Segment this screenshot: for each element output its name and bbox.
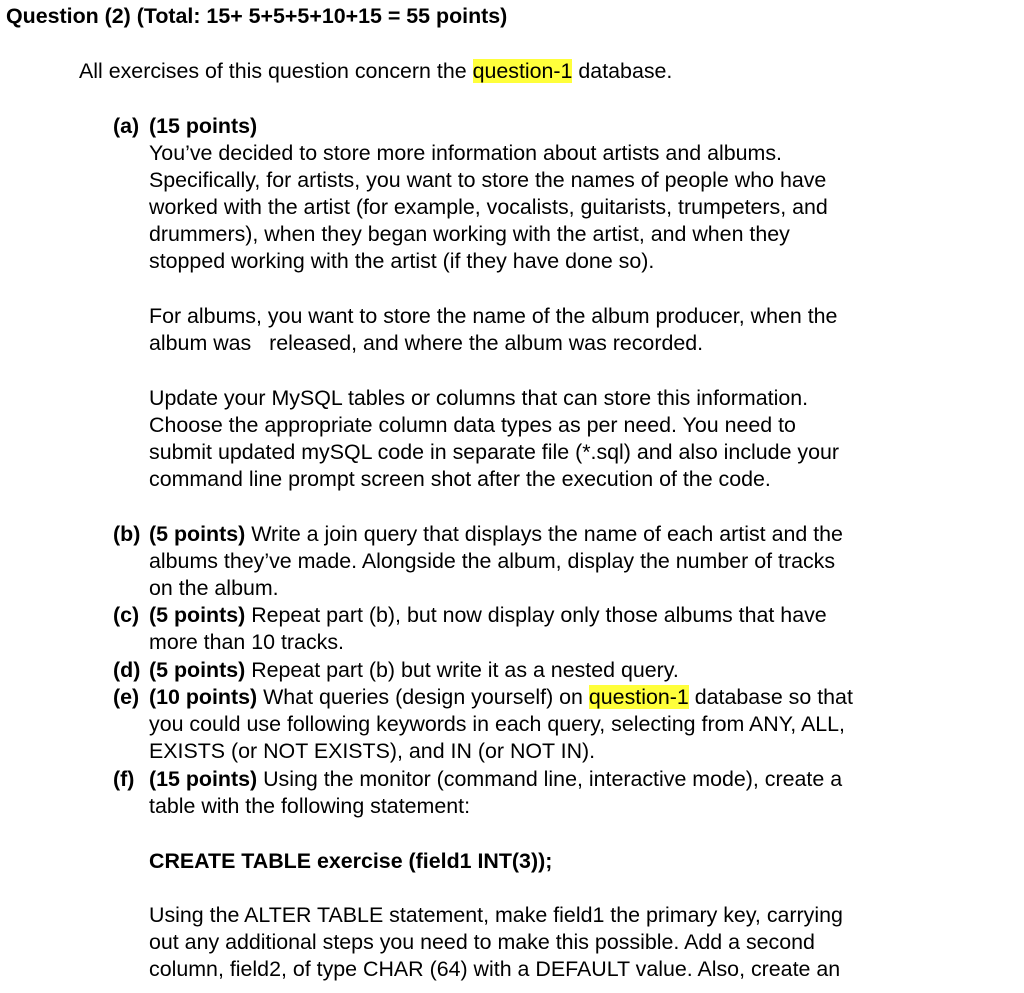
part-b-points: (5 points)	[149, 522, 246, 546]
part-b-first	[149, 521, 843, 548]
part-b-label: (b)	[113, 522, 141, 546]
part-f-points: (15 points)	[149, 767, 258, 791]
part-a-line: You’ve decided to store more information about artists and albums.	[149, 141, 782, 165]
part-e-first-after: database so that	[688, 685, 853, 709]
part-e-first-before: What queries (design yourself) on	[257, 685, 589, 709]
part-b-line: albums they’ve made. Alongside the album, display the number of tracks	[149, 549, 836, 573]
part-b-first-text: Write a join query that displays the name of each artist and the	[245, 522, 843, 546]
part-b-line: on the album.	[149, 576, 279, 600]
part-f-para2-line: column, field2, of type CHAR (64) with a DEFAULT value. Also, create an	[149, 957, 841, 981]
part-c-line: more than 10 tracks.	[149, 630, 344, 654]
part-a-para3-line: command line prompt screen shot after the execution of the code.	[149, 467, 771, 491]
part-a-para3-line: submit updated mySQL code in separate file (*.sql) and also include your	[149, 440, 840, 464]
part-e-first	[149, 684, 853, 711]
part-f-line: table with the following statement:	[149, 794, 471, 818]
part-a-line: drummers), when they began working with the artist, and when they	[149, 222, 790, 246]
part-c-first	[149, 602, 827, 629]
part-e-label: (e)	[113, 685, 140, 709]
part-a-para3-line: Choose the appropriate column data types as per need. You need to	[149, 413, 796, 437]
part-c-label: (c)	[113, 603, 140, 627]
part-f-first	[149, 766, 842, 793]
intro-before: All exercises of this question concern the	[79, 59, 473, 83]
part-a-points: (15 points)	[149, 114, 258, 138]
part-a-para2-line: For albums, you want to store the name of the album producer, when the	[149, 304, 838, 328]
part-e-line: EXISTS (or NOT EXISTS), and IN (or NOT IN).	[149, 739, 596, 763]
part-e-highlight: question-1	[588, 685, 689, 709]
question-title: Question (2) (Total: 15+ 5+5+5+10+15 = 55 points)	[6, 4, 508, 28]
part-d-label: (d)	[113, 658, 141, 682]
part-d-points: (5 points)	[149, 658, 246, 682]
intro-highlight: question-1	[472, 59, 573, 83]
part-d-first-text: Repeat part (b) but write it as a nested query.	[245, 658, 679, 682]
part-f-first-text: Using the monitor (command line, interactive mode), create a	[257, 767, 843, 791]
part-c-points: (5 points)	[149, 603, 246, 627]
part-a-label: (a)	[113, 114, 140, 138]
part-d-first	[149, 657, 679, 684]
part-a-line: stopped working with the artist (if they have done so).	[149, 249, 655, 273]
part-c-first-text: Repeat part (b), but now display only those albums that have	[245, 603, 827, 627]
part-f-para2-line: out any additional steps you need to make this possible. Add a second	[149, 930, 815, 954]
part-f-label: (f)	[113, 767, 135, 791]
part-a-para3-line: Update your MySQL tables or columns that can store this information.	[149, 386, 809, 410]
part-a-line: worked with the artist (for example, vocalists, guitarists, trumpeters, and	[149, 195, 828, 219]
part-f-code: CREATE TABLE exercise (field1 INT(3));	[149, 849, 553, 873]
part-a-para2-line: album was released, and where the album was recorded.	[149, 331, 704, 355]
part-f-para2-line: Using the ALTER TABLE statement, make field1 the primary key, carrying	[149, 903, 843, 927]
part-e-line: you could use following keywords in each query, selecting from ANY, ALL,	[149, 712, 845, 736]
intro-text	[79, 58, 672, 85]
part-a-line: Specifically, for artists, you want to store the names of people who have	[149, 168, 827, 192]
intro-after: database.	[572, 59, 673, 83]
part-e-points: (10 points)	[149, 685, 258, 709]
